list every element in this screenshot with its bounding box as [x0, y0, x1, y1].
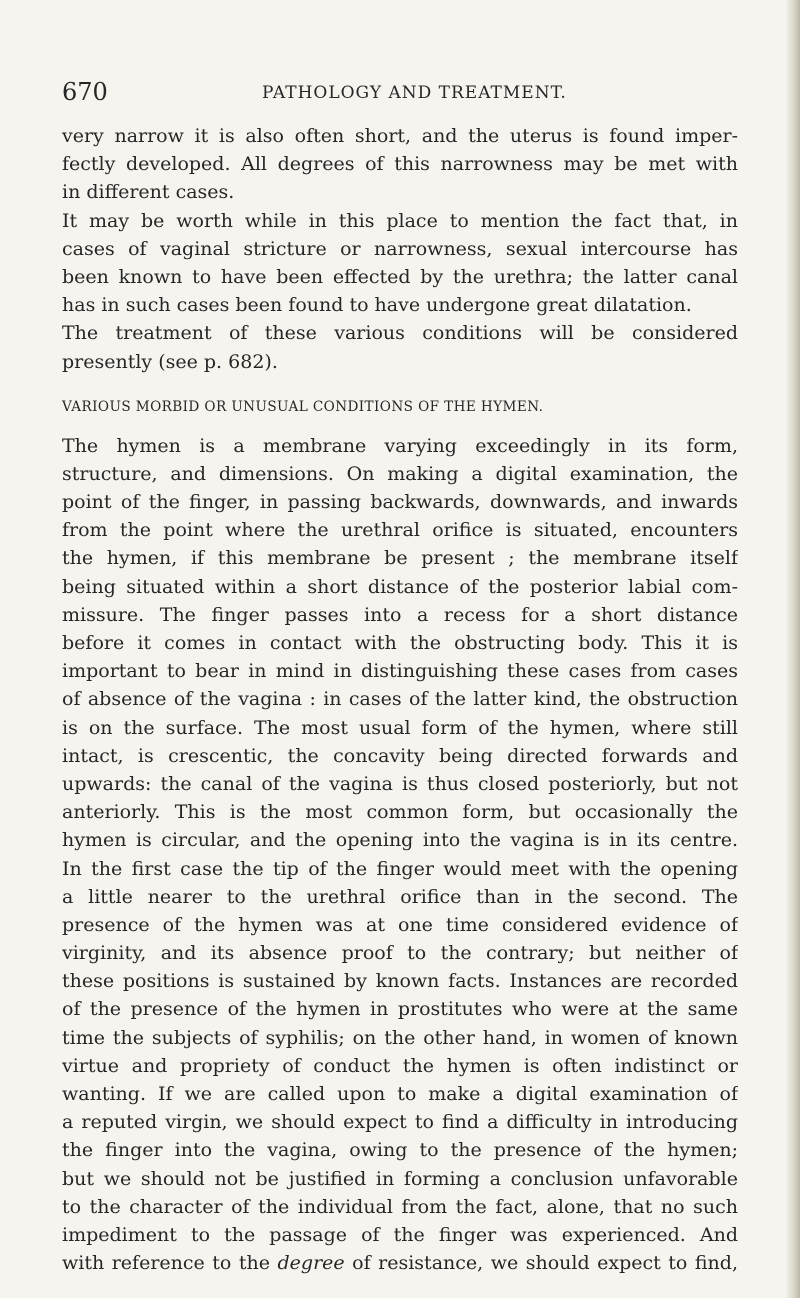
paragraph — [62, 122, 738, 207]
text-line: these positions is sustained by known facts. Instances are recorded — [62, 970, 738, 993]
text-line: from the point where the urethral orifice is situated, encounters — [62, 519, 738, 542]
text-line: virtue and propriety of conduct the hymen is often indistinct or — [62, 1054, 738, 1077]
text-line: has in such cases been found to have undergone great dilatation. — [62, 294, 692, 317]
text-line: cases of vaginal stricture or narrowness, sexual intercourse has — [62, 237, 738, 260]
text-line: very narrow it is also often short, and the uterus is found imper- — [62, 125, 738, 147]
text-line: to the character of the individual from the fact, alone, that no such — [62, 1195, 738, 1218]
text-line: the hymen, if this membrane be present ; the membrane itself — [62, 547, 738, 570]
text-line: upwards: the canal of the vagina is thus closed posteriorly, but not — [62, 772, 738, 795]
text-line: anteriorly. This is the most common form, but occasionally the — [62, 801, 738, 824]
text-line: is on the surface. The most usual form of the hymen, where still — [62, 716, 738, 739]
emphasized-word: degree — [277, 1252, 345, 1275]
text-line: being situated within a short distance of the posterior labial com- — [62, 575, 738, 598]
text-line: been known to have been effected by the urethra; the latter canal — [62, 265, 738, 288]
text-line: of the presence of the hymen in prostitutes who were at the same — [62, 998, 738, 1021]
text-line: a little nearer to the urethral orifice than in the second. The — [62, 885, 738, 908]
text-line: wanting. If we are called upon to make a digital examination of — [62, 1083, 738, 1105]
running-head: PATHOLOGY AND TREATMENT. — [262, 83, 567, 103]
text-line: important to bear in mind in distinguishing these cases from cases — [62, 660, 738, 683]
text-line: presently (see p. 682). — [62, 350, 278, 373]
text-line: the finger into the vagina, owing to the presence of the hymen; — [62, 1139, 738, 1162]
text-fragment: with reference to the — [62, 1252, 278, 1275]
text-fragment: of resistance, we should expect to find, — [344, 1252, 738, 1275]
paragraph — [62, 207, 738, 320]
section-heading: VARIOUS MORBID OR UNUSUAL CONDITIONS OF THE HYMEN. — [62, 398, 544, 415]
text-line: of absence of the vagina : in cases of the latter kind, the obstruction — [62, 688, 738, 711]
text-line: missure. The finger passes into a recess for a short distance — [62, 603, 738, 626]
text-line: but we should not be justified in forming a conclusion unfavorable — [62, 1167, 738, 1190]
text-line: before it comes in contact with the obstructing body. This it is — [62, 632, 738, 654]
text-line: In the first case the tip of the finger would meet with the opening — [62, 857, 738, 880]
page-body — [62, 122, 738, 1277]
text-line: hymen is circular, and the opening into the vagina is in its centre. — [62, 829, 738, 852]
text-line: intact, is crescentic, the concavity being directed forwards and — [62, 744, 738, 767]
page-header — [62, 78, 738, 108]
text-line: The treatment of these various conditions will be considered — [62, 322, 738, 345]
text-line: point of the finger, in passing backwards, downwards, and inwards — [62, 491, 738, 514]
text-line: The hymen is a membrane varying exceedingly in its form, — [62, 434, 738, 457]
text-line: virginity, and its absence proof to the contrary; but neither of — [62, 942, 738, 965]
text-line: fectly developed. All degrees of this narrowness may be met with — [62, 153, 738, 176]
text-line: a reputed virgin, we should expect to find a difficulty in introducing — [62, 1111, 738, 1134]
page-number: 670 — [62, 78, 108, 106]
text-line: presence of the hymen was at one time considered evidence of — [62, 913, 738, 936]
paragraph — [62, 432, 738, 1278]
text-line: It may be worth while in this place to mention the fact that, in — [62, 209, 738, 232]
text-line-last — [62, 1249, 738, 1277]
text-line: structure, and dimensions. On making a digital examination, the — [62, 462, 738, 485]
paragraph — [62, 319, 738, 375]
page-edge — [786, 0, 800, 1298]
text-line: time the subjects of syphilis; on the other hand, in women of known — [62, 1026, 738, 1049]
text-line: impediment to the passage of the finger was experienced. And — [62, 1223, 738, 1246]
text-line: in different cases. — [62, 181, 235, 204]
